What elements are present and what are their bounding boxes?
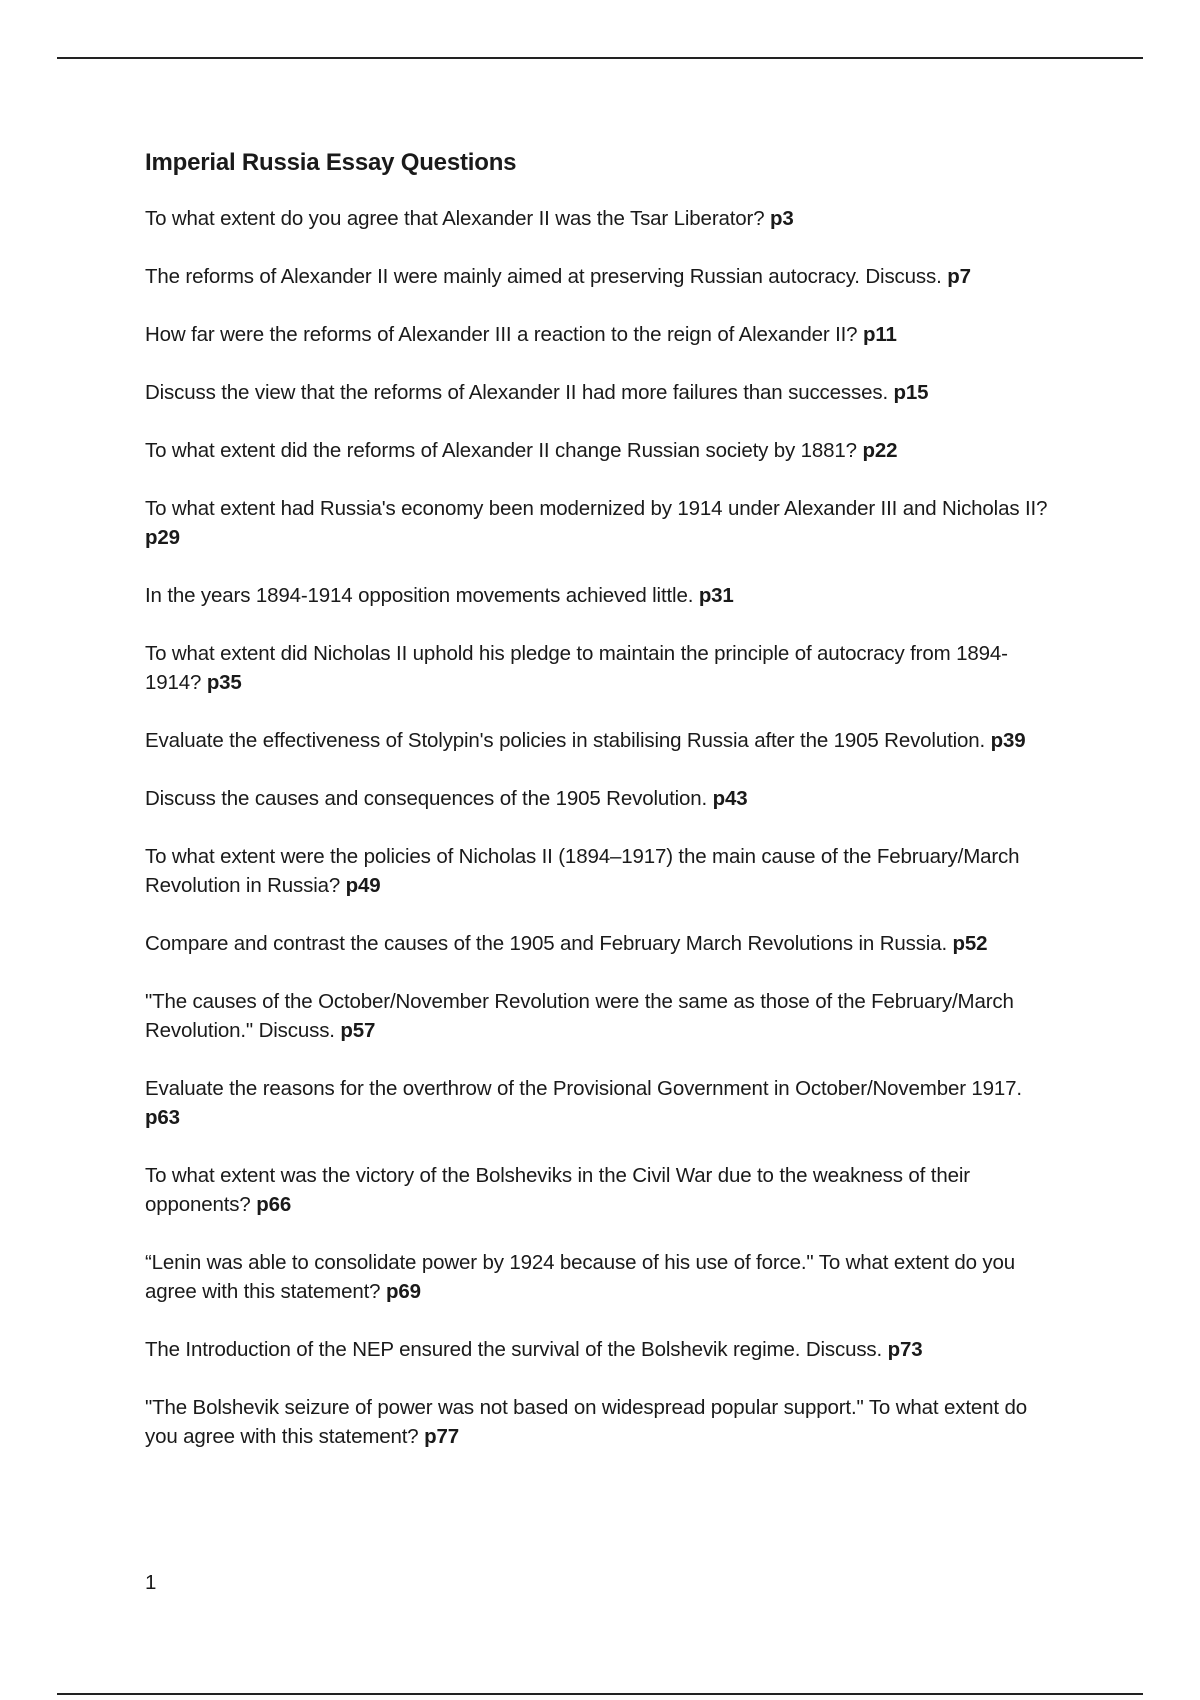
page-reference: p29 [145,526,180,549]
question-text: To what extent do you agree that Alexander II was the Tsar Liberator? [145,207,765,230]
question-text: To what extent were the policies of Nicholas II (1894–1917) the main cause of the February/March Revolution in Russia? [145,845,1020,897]
question-text: Discuss the view that the reforms of Alexander II had more failures than successes. [145,381,888,404]
document-title: Imperial Russia Essay Questions [145,149,517,176]
page-reference: p31 [698,584,734,607]
question-text: "The Bolshevik seizure of power was not based on widespread popular support." To what extent do you agree with this statement? [145,1396,1027,1448]
question-text: The Introduction of the NEP ensured the survival of the Bolshevik regime. Discuss. [145,1338,883,1361]
page-reference: p3 [770,207,794,230]
question-item [145,378,1060,407]
question-text: Discuss the causes and consequences of the 1905 Revolution. [145,787,708,810]
question-text: To what extent did the reforms of Alexander II change Russian society by 1881? [145,439,857,462]
question-list [145,204,1060,1451]
question-item [145,262,1060,291]
question-text: To what extent did Nicholas II uphold his pledge to maintain the principle of autocracy from 1894-1914? [145,642,1008,694]
header-rule [57,57,1143,59]
question-item [145,784,1060,813]
question-item [145,1393,1060,1451]
page-reference: p73 [887,1338,923,1361]
question-item [145,1161,1060,1219]
question-text: How far were the reforms of Alexander III a reaction to the reign of Alexander II? [145,323,858,346]
question-item [145,436,1060,465]
question-text: To what extent had Russia's economy been modernized by 1914 under Alexander III and Nicholas II? [145,497,1048,520]
question-text: The reforms of Alexander II were mainly aimed at preserving Russian autocracy. Discuss. [145,265,942,288]
page-reference: p66 [256,1193,292,1216]
question-item [145,726,1060,755]
question-text: To what extent was the victory of the Bolsheviks in the Civil War due to the weakness of their opponents? [145,1164,970,1216]
question-text: In the years 1894-1914 opposition movements achieved little. [145,584,694,607]
question-item [145,987,1060,1045]
page-reference: p43 [712,787,748,810]
document-body [145,146,1060,1480]
question-item [145,494,1060,552]
page-reference: p22 [862,439,898,462]
question-text: Compare and contrast the causes of the 1905 and February March Revolutions in Russia. [145,932,947,955]
page-reference: p77 [424,1425,459,1448]
page-reference: p57 [340,1019,376,1042]
question-item [145,320,1060,349]
page-reference: p49 [345,874,381,897]
page-reference: p52 [952,932,988,955]
page-reference: p15 [893,381,929,404]
page-reference: p69 [385,1280,421,1303]
page-reference: p11 [862,323,897,346]
page-reference: p35 [206,671,242,694]
footer-rule [57,1693,1143,1695]
question-text: Evaluate the reasons for the overthrow of the Provisional Government in October/November 1917. [145,1077,1022,1100]
page-reference: p39 [990,729,1026,752]
question-item [145,639,1060,697]
page-number: 1 [145,1571,157,1594]
question-text: Evaluate the effectiveness of Stolypin's policies in stabilising Russia after the 1905 Revolution. [145,729,986,752]
question-item [145,204,1060,233]
page-reference: p7 [947,265,971,288]
page-reference: p63 [145,1106,180,1129]
question-item [145,1074,1060,1132]
question-text: "The causes of the October/November Revolution were the same as those of the February/March Revolution." Discuss. [145,990,1014,1042]
question-item [145,1248,1060,1306]
question-item [145,842,1060,900]
question-item [145,929,1060,958]
question-item [145,581,1060,610]
question-text: “Lenin was able to consolidate power by 1924 because of his use of force." To what extent do you agree with this statement? [145,1251,1016,1303]
question-item [145,1335,1060,1364]
